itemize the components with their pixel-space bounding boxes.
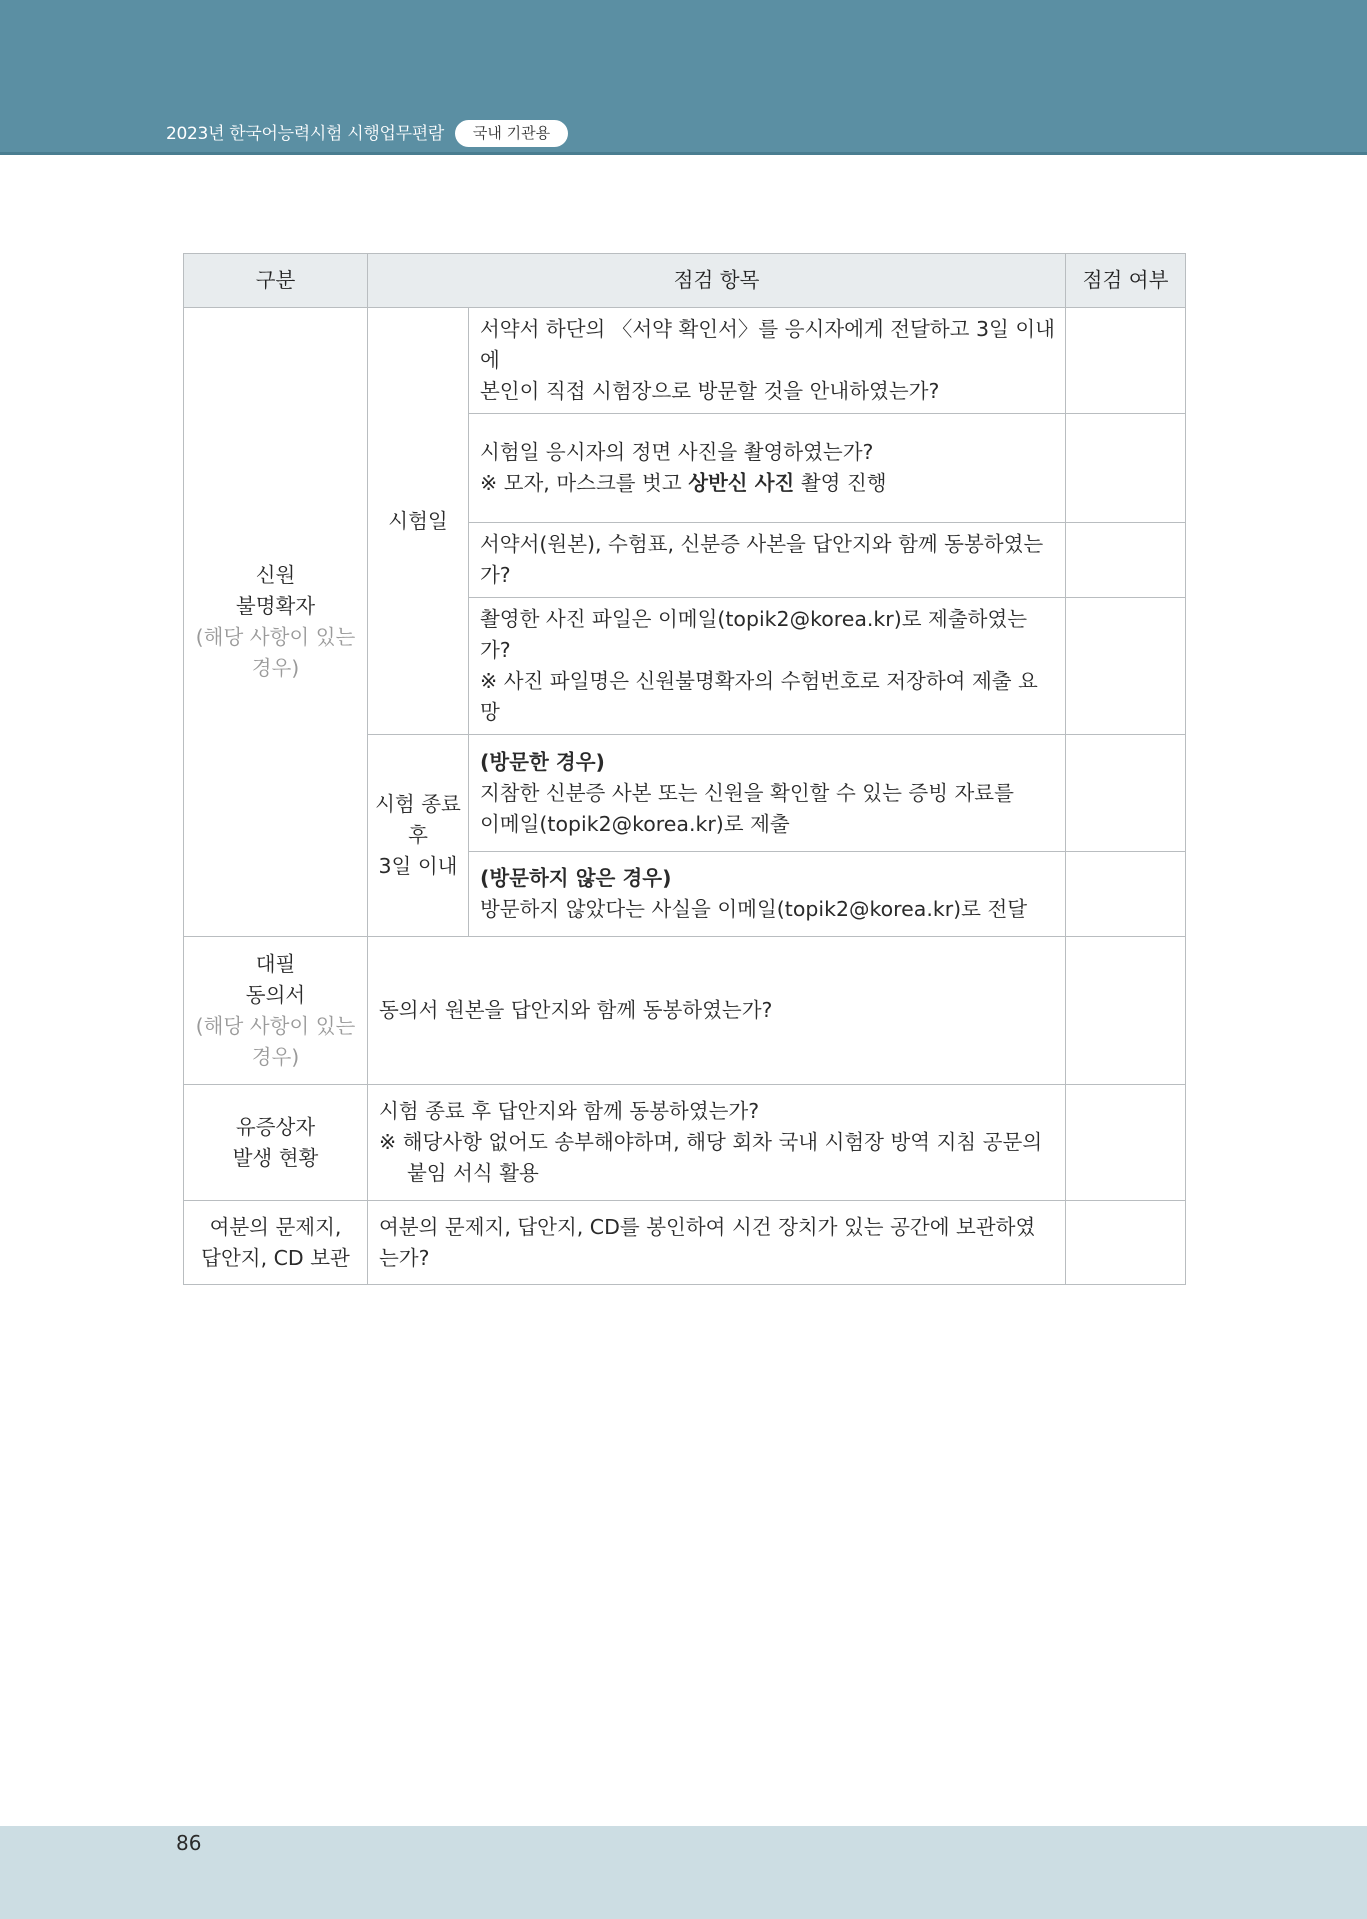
category-label: 불명확자: [235, 594, 316, 618]
item-note: 붙임 서식 활용: [407, 1161, 539, 1185]
audience-badge: 국내 기관용: [455, 120, 568, 147]
check-item: [469, 735, 1066, 852]
note-text: ※ 모자, 마스크를 벗고: [480, 471, 689, 495]
item-text: 방문하지 않았다는 사실을 이메일(topik2@korea.kr)로 전달: [480, 897, 1028, 921]
check-item: 동의서 원본을 답안지와 함께 동봉하였는가?: [368, 937, 1066, 1085]
category-proxy-consent: [184, 937, 368, 1085]
check-status-cell[interactable]: [1066, 414, 1186, 523]
check-item: 서약서(원본), 수험표, 신분증 사본을 답안지와 함께 동봉하였는가?: [469, 523, 1066, 598]
check-status-cell[interactable]: [1066, 1085, 1186, 1201]
item-text: 지참한 신분증 사본 또는 신원을 확인할 수 있는 증빙 자료를: [480, 780, 1014, 805]
category-note: 경우): [251, 656, 300, 680]
item-heading: (방문하지 않은 경우): [480, 866, 672, 890]
item-note: ※ 해당사항 없어도 송부해야하며, 해당 회차 국내 시험장 방역 지침 공문의: [379, 1130, 1043, 1154]
check-status-cell[interactable]: [1066, 735, 1186, 852]
check-status-cell[interactable]: [1066, 1201, 1186, 1285]
category-label: 발생 현황: [232, 1145, 319, 1170]
item-text: 시험일 응시자의 정면 사진을 촬영하였는가?: [480, 440, 874, 464]
category-label: 여분의 문제지,: [209, 1214, 342, 1239]
check-item: [368, 1085, 1066, 1201]
subcategory-exam-day: 시험일: [368, 308, 469, 735]
check-item: 여분의 문제지, 답안지, CD를 봉인하여 시건 장치가 있는 공간에 보관하였는가?: [368, 1201, 1066, 1285]
check-status-cell[interactable]: [1066, 523, 1186, 598]
item-text: 이메일(topik2@korea.kr)로 제출: [480, 811, 790, 836]
checklist-table: [183, 253, 1186, 1285]
item-note: [480, 468, 1055, 499]
subcategory-label: 후: [408, 823, 428, 847]
header-check-status: 점검 여부: [1066, 254, 1186, 308]
category-label: 대필: [255, 951, 296, 976]
category-label: 신원: [255, 563, 296, 587]
item-text: 서약서 하단의 〈서약 확인서〉를 응시자에게 전달하고 3일 이내에: [480, 317, 1055, 372]
category-label: 동의서: [245, 982, 306, 1007]
category-symptom-status: [184, 1085, 368, 1201]
footer-band: [0, 1826, 1367, 1919]
subcategory-label: 3일 이내: [378, 854, 458, 878]
check-status-cell[interactable]: [1066, 308, 1186, 414]
subcategory-after-exam: [368, 735, 469, 937]
page-number: 86: [176, 1831, 202, 1855]
item-note: ※ 사진 파일명은 신원불명확자의 수험번호로 저장하여 제출 요망: [480, 669, 1038, 724]
category-spare-storage: [184, 1201, 368, 1285]
table-row: [184, 308, 1186, 414]
check-item: [469, 308, 1066, 414]
check-item: [469, 414, 1066, 523]
note-text: 촬영 진행: [794, 471, 887, 495]
check-status-cell[interactable]: [1066, 937, 1186, 1085]
note-emphasis: 상반신 사진: [688, 471, 795, 495]
check-status-cell[interactable]: [1066, 598, 1186, 735]
item-text: 본인이 직접 시험장으로 방문할 것을 안내하였는가?: [480, 379, 940, 403]
item-heading: (방문한 경우): [480, 749, 605, 774]
category-label: 답안지, CD 보관: [201, 1245, 350, 1270]
check-item: [469, 852, 1066, 937]
header-category: 구분: [184, 254, 368, 308]
item-text: 촬영한 사진 파일은 이메일(topik2@korea.kr)로 제출하였는가?: [480, 607, 1028, 662]
check-item: [469, 598, 1066, 735]
category-note: (해당 사항이 있는: [195, 625, 356, 649]
table-row: [184, 1201, 1186, 1285]
subcategory-label: 시험 종료: [375, 792, 461, 816]
item-text: 시험 종료 후 답안지와 함께 동봉하였는가?: [379, 1099, 760, 1123]
document-title: 2023년 한국어능력시험 시행업무편람: [166, 124, 444, 144]
table-header-row: [184, 254, 1186, 308]
header-divider: [0, 152, 1367, 155]
check-status-cell[interactable]: [1066, 852, 1186, 937]
category-identity-unclear: [184, 308, 368, 937]
table-row: [184, 937, 1186, 1085]
table-row: [184, 1085, 1186, 1201]
header-check-item: 점검 항목: [368, 254, 1066, 308]
category-note: 경우): [251, 1044, 300, 1069]
category-label: 유증상자: [235, 1114, 316, 1139]
category-note: (해당 사항이 있는: [195, 1013, 356, 1038]
